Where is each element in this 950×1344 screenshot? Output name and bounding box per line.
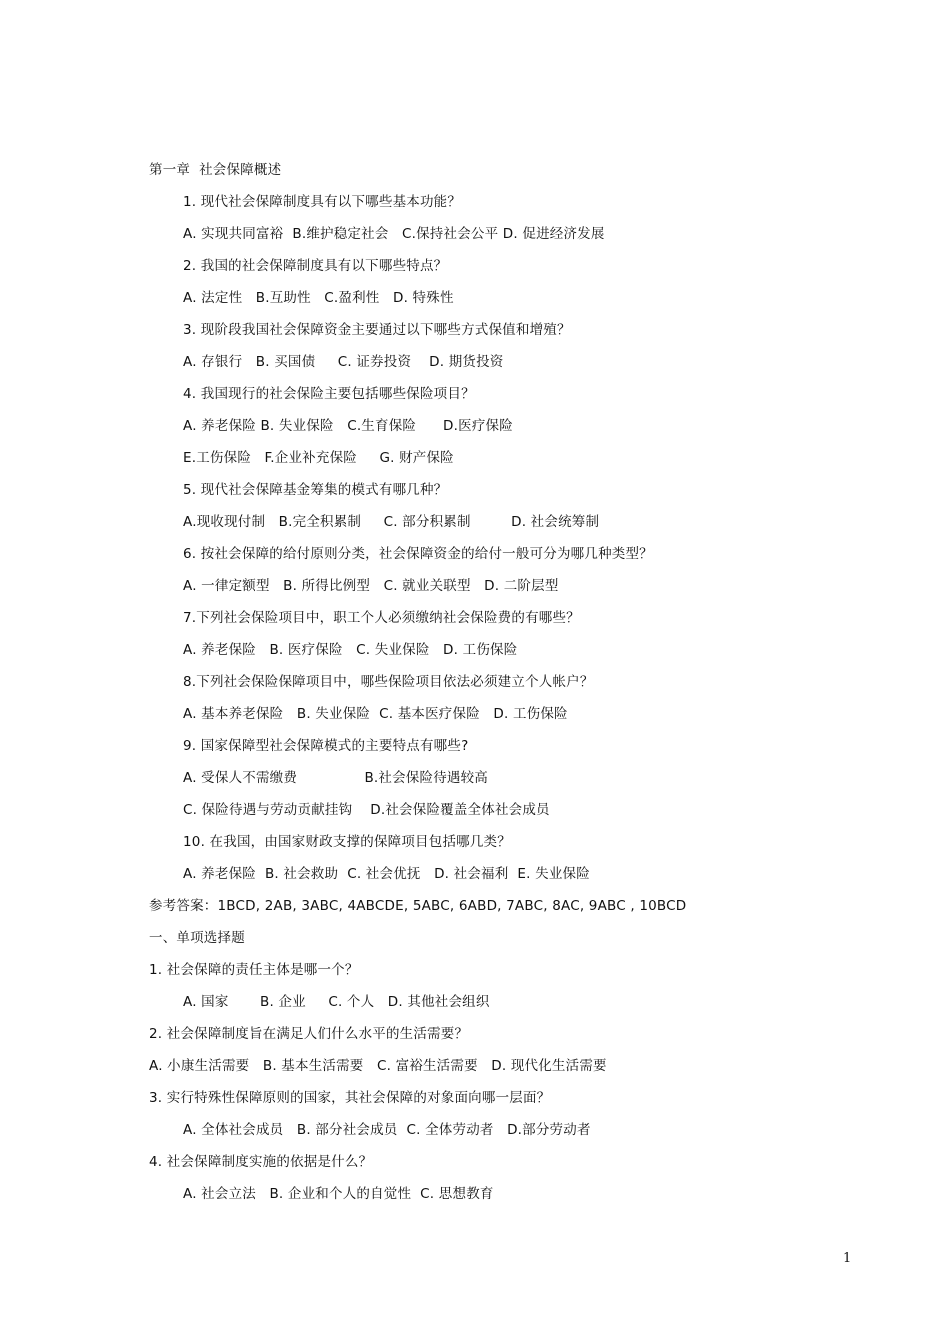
- option-line: A. 养老保险 B. 医疗保险 C. 失业保险 D. 工伤保险: [183, 642, 518, 658]
- question-line: 5. 现代社会保障基金筹集的模式有哪几种？: [183, 482, 448, 498]
- question-line: 3. 现阶段我国社会保障资金主要通过以下哪些方式保值和增殖？: [183, 322, 571, 338]
- option-line: A. 实现共同富裕 B.维护稳定社会 C.保持社会公平 D. 促进经济发展: [183, 226, 605, 242]
- question-line: 2. 社会保障制度旨在满足人们什么水平的生活需要？: [149, 1026, 469, 1042]
- question-line: 4. 社会保障制度实施的依据是什么？: [149, 1154, 373, 1170]
- question-line: 2. 我国的社会保障制度具有以下哪些特点？: [183, 258, 448, 274]
- option-line: A.现收现付制 B.完全积累制 C. 部分积累制 D. 社会统筹制: [183, 514, 600, 530]
- option-line: A. 小康生活需要 B. 基本生活需要 C. 富裕生活需要 D. 现代化生活需要: [149, 1058, 607, 1074]
- option-line: A. 基本养老保险 B. 失业保险 C. 基本医疗保险 D. 工伤保险: [183, 706, 568, 722]
- question-line: 10. 在我国，由国家财政支撑的保障项目包括哪几类？: [183, 834, 511, 850]
- option-line: A. 法定性 B.互助性 C.盈利性 D. 特殊性: [183, 290, 454, 306]
- question-line: 8.下列社会保险保障项目中，哪些保险项目依法必须建立个人帐户？: [183, 674, 594, 690]
- option-line: A. 存银行 B. 买国债 C. 证券投资 D. 期货投资: [183, 354, 504, 370]
- answer-key: 参考答案：1BCD, 2AB, 3ABC, 4ABCDE, 5ABC, 6ABD, 7ABC, 8AC, 9ABC , 10BCD: [149, 898, 687, 914]
- option-line: A. 养老保险 B. 社会救助 C. 社会优抚 D. 社会福利 E. 失业保险: [183, 866, 590, 882]
- question-line: 1. 社会保障的责任主体是哪一个？: [149, 962, 359, 978]
- question-line: 7.下列社会保险项目中，职工个人必须缴纳社会保险费的有哪些？: [183, 610, 580, 626]
- option-line: C. 保险待遇与劳动贡献挂钩 D.社会保险覆盖全体社会成员: [183, 802, 550, 818]
- chapter-title: 第一章 社会保障概述: [149, 162, 282, 178]
- question-line: 1. 现代社会保障制度具有以下哪些基本功能？: [183, 194, 462, 210]
- option-line: A. 一律定额型 B. 所得比例型 C. 就业关联型 D. 二阶层型: [183, 578, 559, 594]
- option-line: A. 养老保险 B. 失业保险 C.生育保险 D.医疗保险: [183, 418, 513, 434]
- section-heading: 一、单项选择题: [149, 930, 245, 946]
- question-line: 6. 按社会保障的给付原则分类，社会保障资金的给付一般可分为哪几种类型？: [183, 546, 653, 562]
- option-line: A. 国家 B. 企业 C. 个人 D. 其他社会组织: [183, 994, 490, 1010]
- option-line: E.工伤保险 F.企业补充保险 G. 财产保险: [183, 450, 454, 466]
- option-line: A. 全体社会成员 B. 部分社会成员 C. 全体劳动者 D.部分劳动者: [183, 1122, 591, 1138]
- option-line: A. 社会立法 B. 企业和个人的自觉性 C. 思想教育: [183, 1186, 494, 1202]
- question-line: 9. 国家保障型社会保障模式的主要特点有哪些?: [183, 738, 469, 754]
- question-line: 4. 我国现行的社会保险主要包括哪些保险项目？: [183, 386, 475, 402]
- option-line: A. 受保人不需缴费 B.社会保险待遇较高: [183, 770, 489, 786]
- question-line: 3. 实行特殊性保障原则的国家，其社会保障的对象面向哪一层面？: [149, 1090, 551, 1106]
- page-number: 1: [843, 1251, 852, 1266]
